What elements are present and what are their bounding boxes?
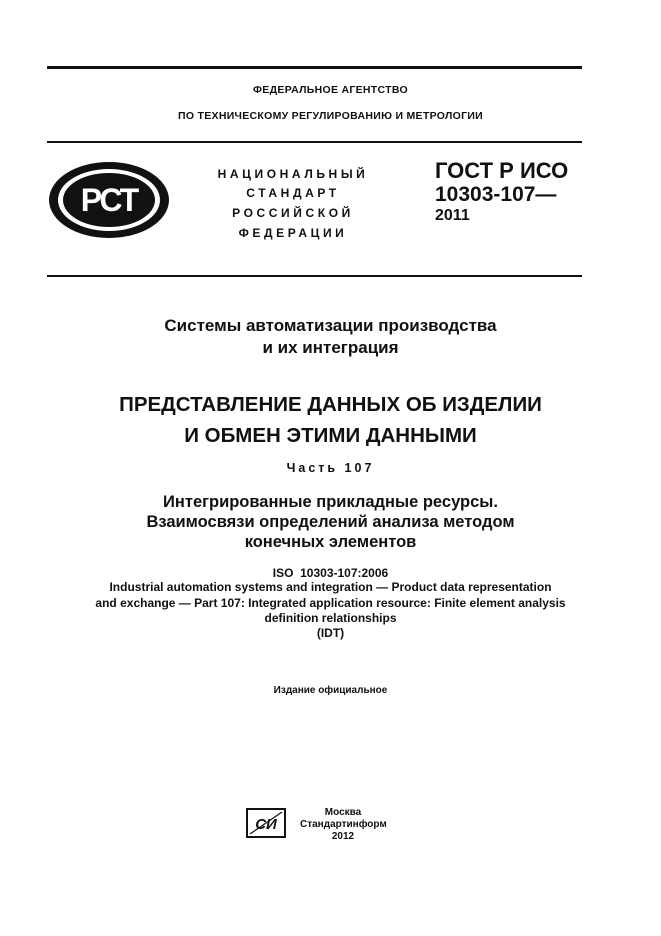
national-standard-line-3: РОССИЙСКОЙ — [232, 206, 354, 220]
standartinform-logo-icon — [246, 808, 286, 838]
part-label: Часть 107 — [286, 461, 375, 475]
iso-title-line-2: and exchange — Part 107: Integrated application resource: Finite element analysis — [95, 596, 566, 610]
main-title-line-1: ПРЕДСТАВЛЕНИЕ ДАННЫХ ОБ ИЗДЕЛИИ — [119, 393, 542, 416]
national-standard-line-4: ФЕДЕРАЦИИ — [238, 226, 348, 240]
publisher-name: Стандартинформ — [300, 819, 387, 830]
series-title-line-2: и их интеграция — [262, 338, 399, 357]
subtitle-line-3: конечных элементов — [244, 533, 417, 551]
logo-text: РСТ — [80, 182, 138, 218]
iso-title-line-1: Industrial automation systems and integration — Product data representation — [109, 580, 552, 594]
agency-line-2: ПО ТЕХНИЧЕСКОМУ РЕГУЛИРОВАНИЮ И МЕТРОЛОГИИ — [177, 110, 484, 122]
national-standard-line-2: СТАНДАРТ — [246, 186, 340, 200]
designation-line-2: 10303-107— — [435, 183, 557, 206]
publisher-year: 2012 — [331, 831, 355, 842]
publisher-city: Москва — [324, 807, 362, 818]
edition-label: Издание официальное — [273, 685, 388, 696]
subtitle-line-2: Взаимосвязи определений анализа методом — [146, 513, 515, 531]
designation-line-1: ГОСТ Р ИСО — [435, 158, 569, 183]
designation-line-3: 2011 — [435, 207, 470, 224]
national-standard-line-1: НАЦИОНАЛЬНЫЙ — [217, 167, 369, 181]
publisher-logo-text: СИ — [255, 816, 277, 833]
subtitle-line-1: Интегрированные прикладные ресурсы. — [163, 493, 498, 511]
top-rule — [47, 66, 582, 69]
designation-rule — [47, 275, 582, 277]
agency-line-1: ФЕДЕРАЛЬНОЕ АГЕНТСТВО — [253, 84, 408, 96]
iso-reference: ISO 10303-107:2006 — [272, 566, 389, 580]
iso-equivalence: (IDT) — [316, 626, 345, 640]
main-title-line-2: И ОБМЕН ЭТИМИ ДАННЫМИ — [184, 424, 477, 447]
header-rule — [47, 141, 582, 143]
iso-title-line-3: definition relationships — [264, 611, 397, 625]
rst-certification-mark-icon — [47, 160, 171, 240]
series-title-line-1: Системы автоматизации производства — [164, 316, 497, 335]
